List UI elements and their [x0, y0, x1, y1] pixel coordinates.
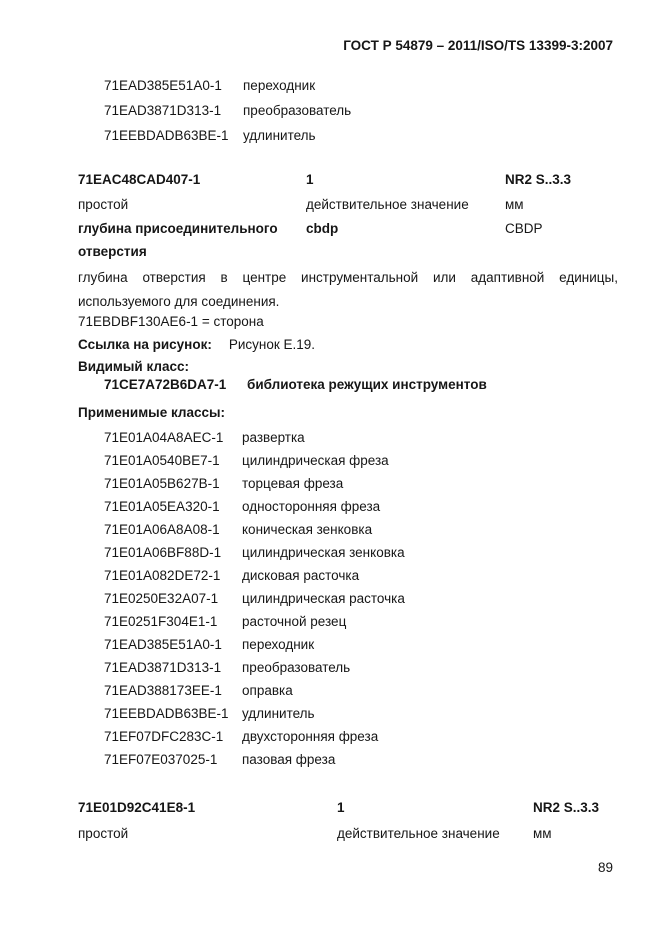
- attribute-code: 71E01D92C41E8-1: [78, 800, 196, 815]
- class-name: пазовая фреза: [242, 752, 336, 767]
- visible-class-item: [104, 377, 644, 393]
- class-name: торцевая фреза: [242, 476, 344, 491]
- page-number: 89: [597, 860, 613, 875]
- class-name: оправка: [242, 683, 293, 698]
- class-code: 71E01A0540BE7-1: [104, 453, 220, 468]
- attribute-description-line2: используемого для соединения.: [78, 294, 280, 309]
- list-item: [104, 564, 405, 587]
- class-code: 71EAD388173EE-1: [104, 683, 222, 698]
- attribute-row-2: [78, 197, 618, 213]
- list-item: [104, 495, 405, 518]
- attribute-description-line1: глубина отверстия в центре инструментальной или адаптивной единицы,: [78, 270, 618, 285]
- attribute-code: 71EAC48CAD407-1: [78, 172, 201, 187]
- attribute-type: простой: [78, 197, 129, 212]
- class-name: библиотека режущих инструментов: [247, 377, 487, 392]
- class-name: цилиндрическая расточка: [242, 591, 405, 606]
- attribute-row-3: [78, 221, 618, 237]
- figure-reference-row: [78, 337, 618, 353]
- class-name: удлинитель: [242, 706, 315, 721]
- class-code: 71E0251F304E1-1: [104, 614, 218, 629]
- class-code: 71EEBDADB63BE-1: [104, 128, 229, 143]
- attribute2-row-2: [78, 826, 618, 842]
- class-code: 71E01A06BF88D-1: [104, 545, 222, 560]
- attribute-format: NR2 S..3.3: [505, 172, 572, 187]
- list-item: [104, 748, 405, 771]
- attribute2-row-1: [78, 800, 618, 816]
- class-code: 71E01A082DE72-1: [104, 568, 221, 583]
- attribute-name-line2: отверстия: [78, 244, 147, 259]
- list-item: [104, 123, 351, 148]
- class-code: 71EAD3871D313-1: [104, 660, 222, 675]
- class-code: 71E0250E32A07-1: [104, 591, 219, 606]
- applicable-classes-label: Применимые классы:: [78, 405, 226, 420]
- top-class-list: [104, 73, 351, 148]
- class-code: 71EAD385E51A0-1: [104, 78, 222, 93]
- list-item: [104, 610, 405, 633]
- class-name: преобразователь: [242, 660, 351, 675]
- list-item: [104, 541, 405, 564]
- attribute-value-kind: действительное значение: [306, 197, 469, 212]
- class-name: удлинитель: [243, 128, 316, 143]
- list-item: [104, 679, 405, 702]
- attribute-type: простой: [78, 826, 129, 841]
- applicable-classes-list: [104, 426, 405, 771]
- visible-class-label: Видимый класс:: [78, 359, 189, 374]
- class-name: преобразователь: [243, 103, 352, 118]
- attribute-unit: мм: [505, 197, 524, 212]
- class-code: 71EEBDADB63BE-1: [104, 706, 229, 721]
- attribute-count: 1: [337, 800, 345, 815]
- list-item: [104, 702, 405, 725]
- attribute-format: NR2 S..3.3: [533, 800, 600, 815]
- list-item: [104, 633, 405, 656]
- list-item: [104, 73, 351, 98]
- class-name: расточной резец: [242, 614, 347, 629]
- list-item: [104, 472, 405, 495]
- class-code: 71E01A05B627B-1: [104, 476, 220, 491]
- attribute-side-note: 71EBDBF130AE6-1 = сторона: [78, 314, 264, 329]
- class-name: переходник: [242, 637, 315, 652]
- list-item: [104, 725, 405, 748]
- attribute-unit: мм: [533, 826, 552, 841]
- attribute-count: 1: [306, 172, 314, 187]
- attribute-value-kind: действительное значение: [337, 826, 500, 841]
- class-name: двухсторонняя фреза: [242, 729, 379, 744]
- list-item: [104, 98, 351, 123]
- class-code: 71E01A06A8A08-1: [104, 522, 220, 537]
- class-code: 71EAD385E51A0-1: [104, 637, 222, 652]
- class-name: односторонняя фреза: [242, 499, 381, 514]
- class-name: цилиндрическая фреза: [242, 453, 389, 468]
- class-code: 71EF07E037025-1: [104, 752, 218, 767]
- class-code: 71EF07DFC283C-1: [104, 729, 224, 744]
- figure-reference-value: Рисунок Е.19.: [228, 337, 316, 352]
- attribute-row-1: [78, 172, 618, 188]
- class-name: коническая зенковка: [242, 522, 373, 537]
- list-item: [104, 426, 405, 449]
- class-name: переходник: [243, 78, 316, 93]
- list-item: [104, 656, 405, 679]
- attribute-short-name: cbdp: [306, 221, 339, 236]
- class-name: развертка: [242, 430, 305, 445]
- list-item: [104, 449, 405, 472]
- list-item: [104, 518, 405, 541]
- attribute-name-line1: глубина присоединительного: [78, 221, 278, 236]
- class-code: 71EAD3871D313-1: [104, 103, 222, 118]
- class-code: 71CE7A72B6DA7-1: [104, 377, 227, 392]
- class-code: 71E01A04A8AEC-1: [104, 430, 224, 445]
- class-code: 71E01A05EA320-1: [104, 499, 220, 514]
- page-header: ГОСТ Р 54879 – 2011/ISO/TS 13399-3:2007: [343, 38, 613, 53]
- figure-reference-label: Ссылка на рисунок:: [78, 337, 212, 352]
- class-name: дисковая расточка: [242, 568, 360, 583]
- class-name: цилиндрическая зенковка: [242, 545, 405, 560]
- attribute-abbr: CBDP: [505, 221, 543, 236]
- list-item: [104, 587, 405, 610]
